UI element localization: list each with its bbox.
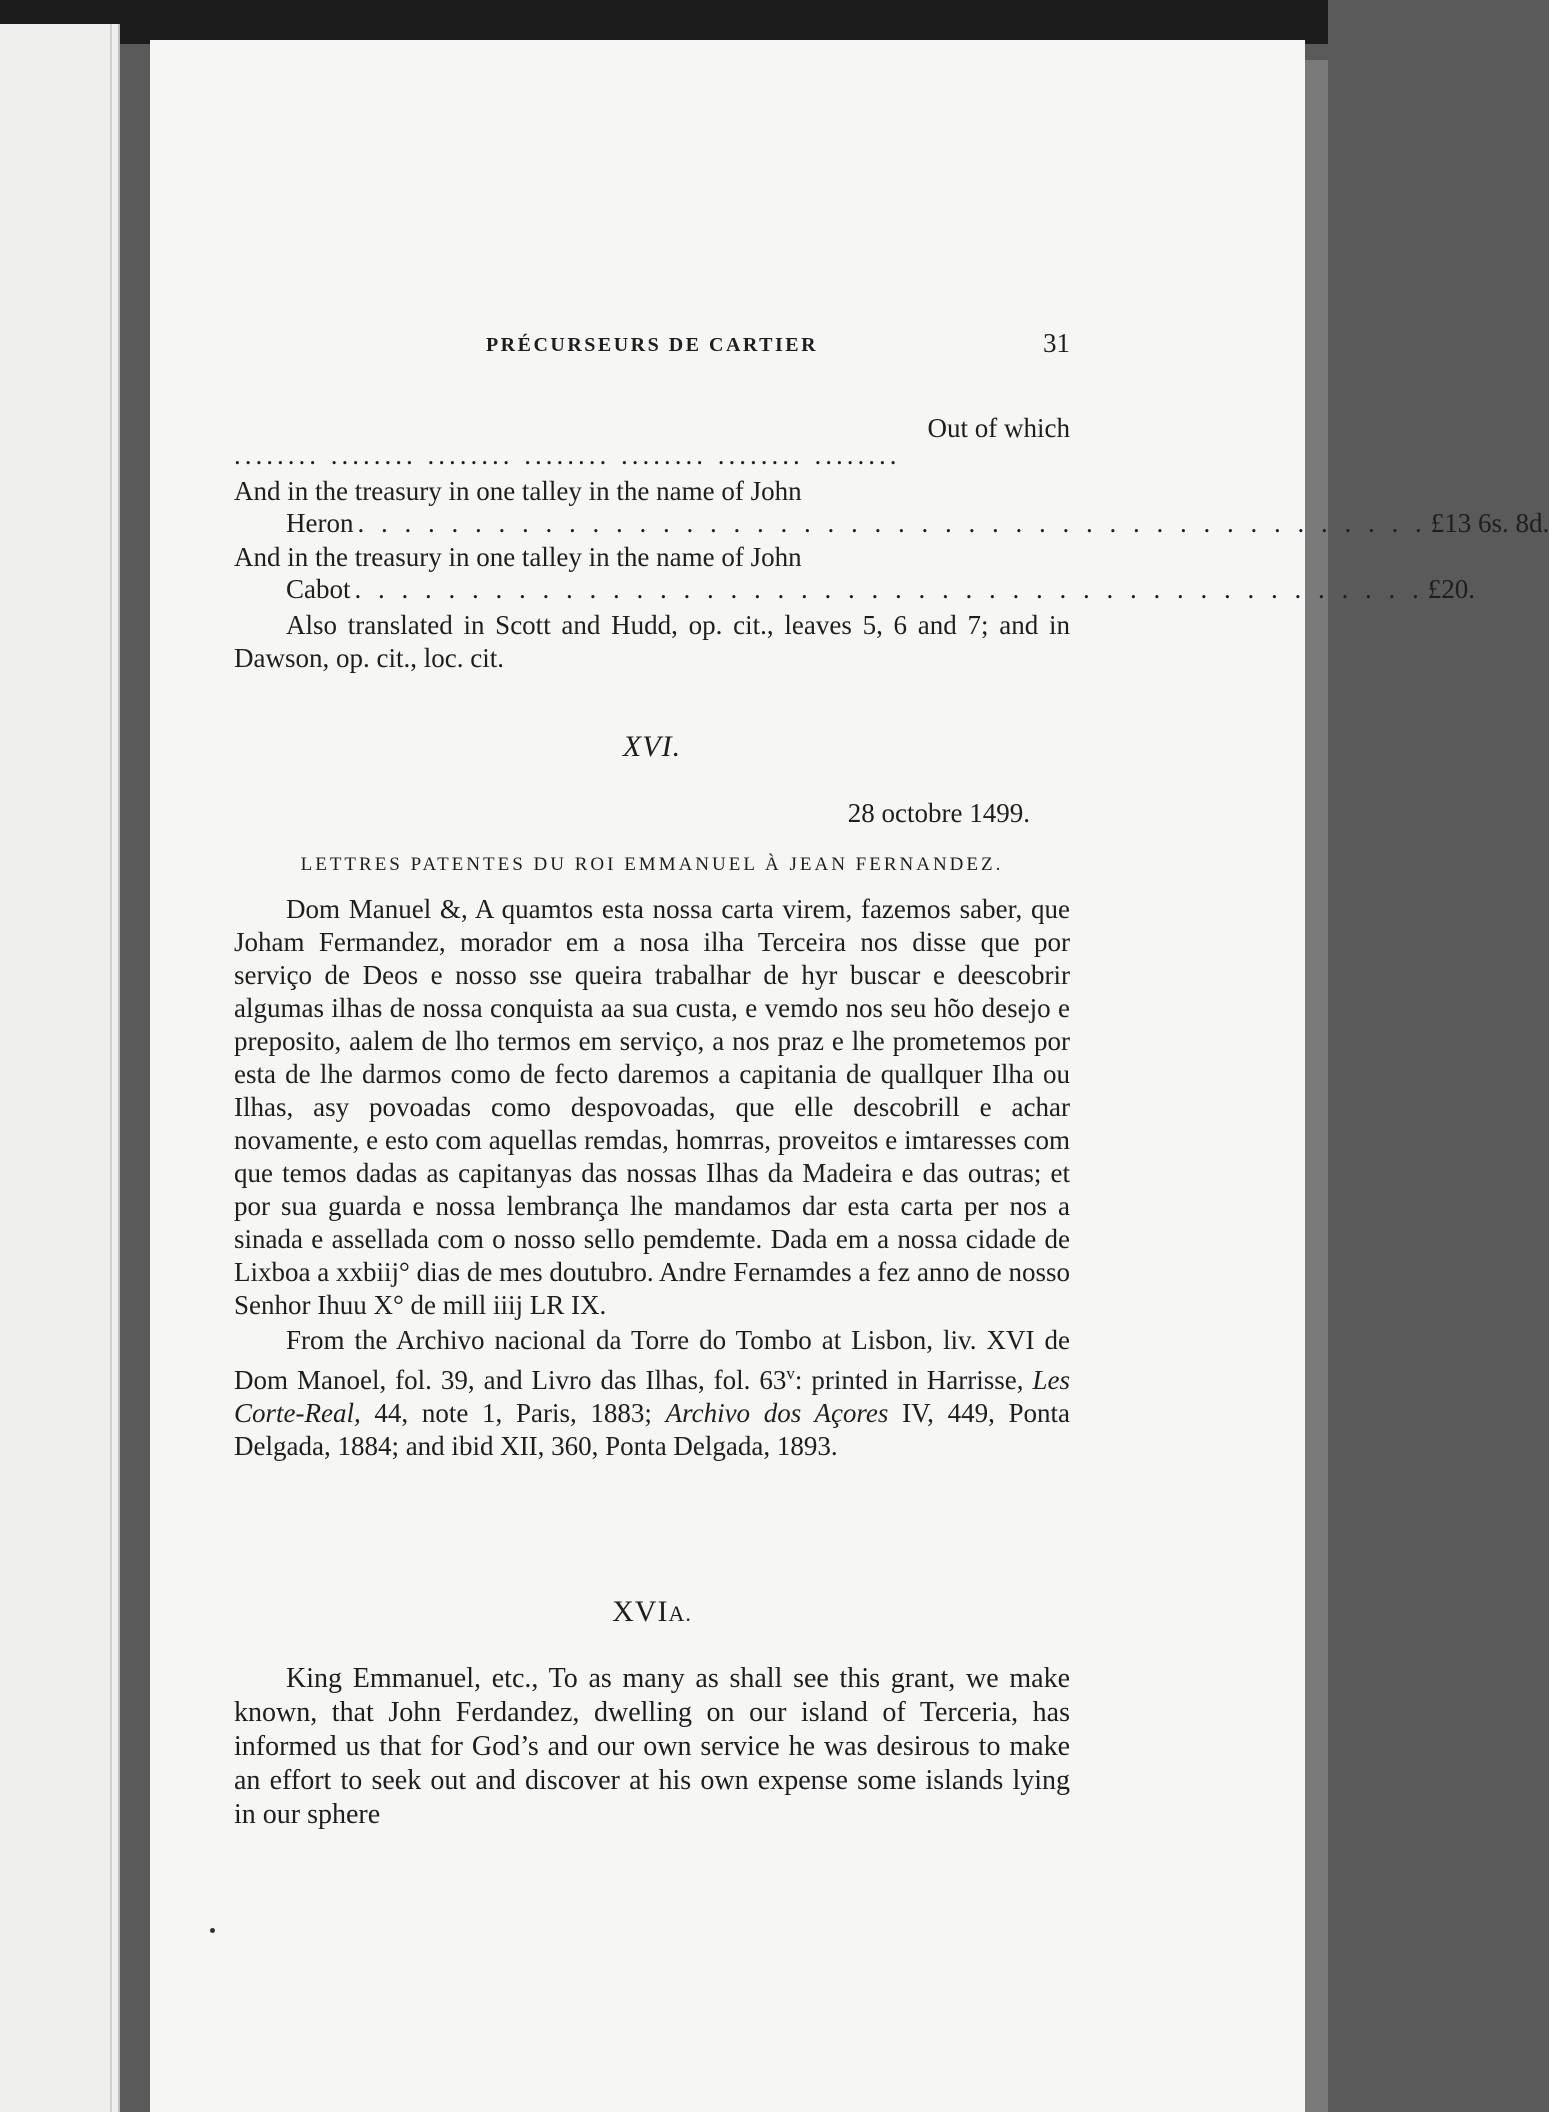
entry-text: And in the treasury in one talley in the name of John (234, 542, 802, 572)
source-citation (234, 1324, 1070, 1463)
accounts-block (234, 412, 1549, 675)
citation-part: From the Archivo nacional da Torre do Tombo at Lisbon, liv. XVI de Dom Manoel, fol. 39, and Livro das Ilhas, fol. 63 (234, 1325, 1070, 1395)
entry-amount: £20. (1427, 574, 1475, 604)
section-xvi-title-block (234, 730, 1070, 764)
english-translation-block (234, 1662, 1070, 1832)
section-xvia-title (234, 1595, 1070, 1629)
title-small-caps: A. (668, 1601, 692, 1626)
section-xvia-title-block (234, 1595, 1070, 1629)
out-of-which-line: Out of which (927, 413, 1070, 443)
document-date: 28 octobre 1499. (847, 798, 1030, 828)
citation-italic-title: Les Corte-Real, (234, 1365, 1071, 1428)
leader-dots: . . . . . . . . . . . . . . . . . . . . . . . . . . . . . . . . . . . . . . . . . . . . . . (357, 508, 1427, 538)
translation-note: Also translated in Scott and Hudd, op. cit., leaves 5, 6 and 7; and in Dawson, op. cit., loc. cit. (234, 610, 1070, 673)
english-translation-text: King Emmanuel, etc., To as many as shall see this grant, we make known, that John Ferdandez, dwelling on our island of Terceria, has informed us that for God’s and our own service he was desirous to make an effort to seek out and discover at his own expense some islands lying in our sphere (234, 1663, 1070, 1830)
stray-ink-mark (210, 1928, 215, 1933)
citation-superscript: v (786, 1364, 795, 1383)
left-facing-page-edge (0, 24, 120, 2112)
treasury-entry-cabot (234, 541, 1070, 574)
entry-name: Cabot (286, 574, 351, 604)
scan-top-shadow (0, 0, 1328, 44)
page-fold-line (110, 24, 112, 2112)
page-header (234, 328, 1070, 368)
page-number: 31 (1043, 328, 1070, 358)
citation-part: : printed in Harrisse, (794, 1365, 1033, 1395)
treasury-entry-heron (234, 475, 1070, 508)
section-xvi-date-block (234, 797, 1070, 830)
running-title: PRÉCURSEURS DE CARTIER (485, 334, 819, 356)
entry-amount: £13 6s. 8d. (1430, 508, 1549, 538)
title-main: XVI (612, 1595, 669, 1628)
citation-part: 44, note 1, Paris, 1883; (360, 1398, 666, 1428)
document-heading: LETTRES PATENTES DU ROI EMMANUEL À JEAN FERNANDEZ. (300, 854, 1004, 875)
book-page (150, 40, 1549, 2112)
entry-text: And in the treasury in one talley in the name of John (234, 476, 802, 506)
portuguese-text-block (234, 893, 1070, 1463)
section-xvi-heading-block (234, 854, 1070, 876)
cabot-leader-line (234, 574, 1475, 605)
dotted-omission-row: ........ ........ ........ ........ ........ ........ ........ (234, 440, 901, 470)
heron-leader-line (234, 508, 1549, 539)
leader-dots: . . . . . . . . . . . . . . . . . . . . . . . . . . . . . . . . . . . . . . . . . . . . . . (354, 574, 1424, 604)
portuguese-letter-text: Dom Manuel &, A quamtos esta nossa carta virem, fazemos saber, que Joham Fermandez, morador em a nosa ilha Terceira nos disse que por serviço de Deos e nosso sse queira trabalhar de hyr buscar e deescobrir algumas ilhas de nossa conquista aa sua custa, e vemdo nos seu hõo desejo e preposito, aalem de lho termos em serviço, a nos praz e lhe prometemos por esta de lhe darmos como de fecto daremos a capitania de quallquer Ilha ou Ilhas, asy povoadas como despovoadas, que elle descobrill e achar novamente, e esto com aquellas remdas, homrras, proveitos e imtaresses com que temos dadas as capitanyas das nossas Ilhas da Madeira e das outras; et por sua guarda e nossa lembrança lhe mandamos dar esta carta per nos a sinada e assellada com o nosso sello pemdemte. Dada em a nossa cidade de Lixboa a xxbiij° dias de mes doutubro. Andre Fernamdes a fez anno de nosso Senhor Ihuu X° de mill iiij LR IX. (234, 894, 1070, 1320)
right-page-edge (1302, 60, 1328, 2112)
entry-name: Heron (286, 508, 354, 538)
citation-part: IV, 449, Ponta Delgada, 1884; and ibid XII, 360, Ponta Delgada, 1893. (234, 1398, 1071, 1461)
section-xvi-title: XVI. (622, 730, 682, 763)
citation-italic-title: Archivo dos Açores (665, 1398, 889, 1428)
